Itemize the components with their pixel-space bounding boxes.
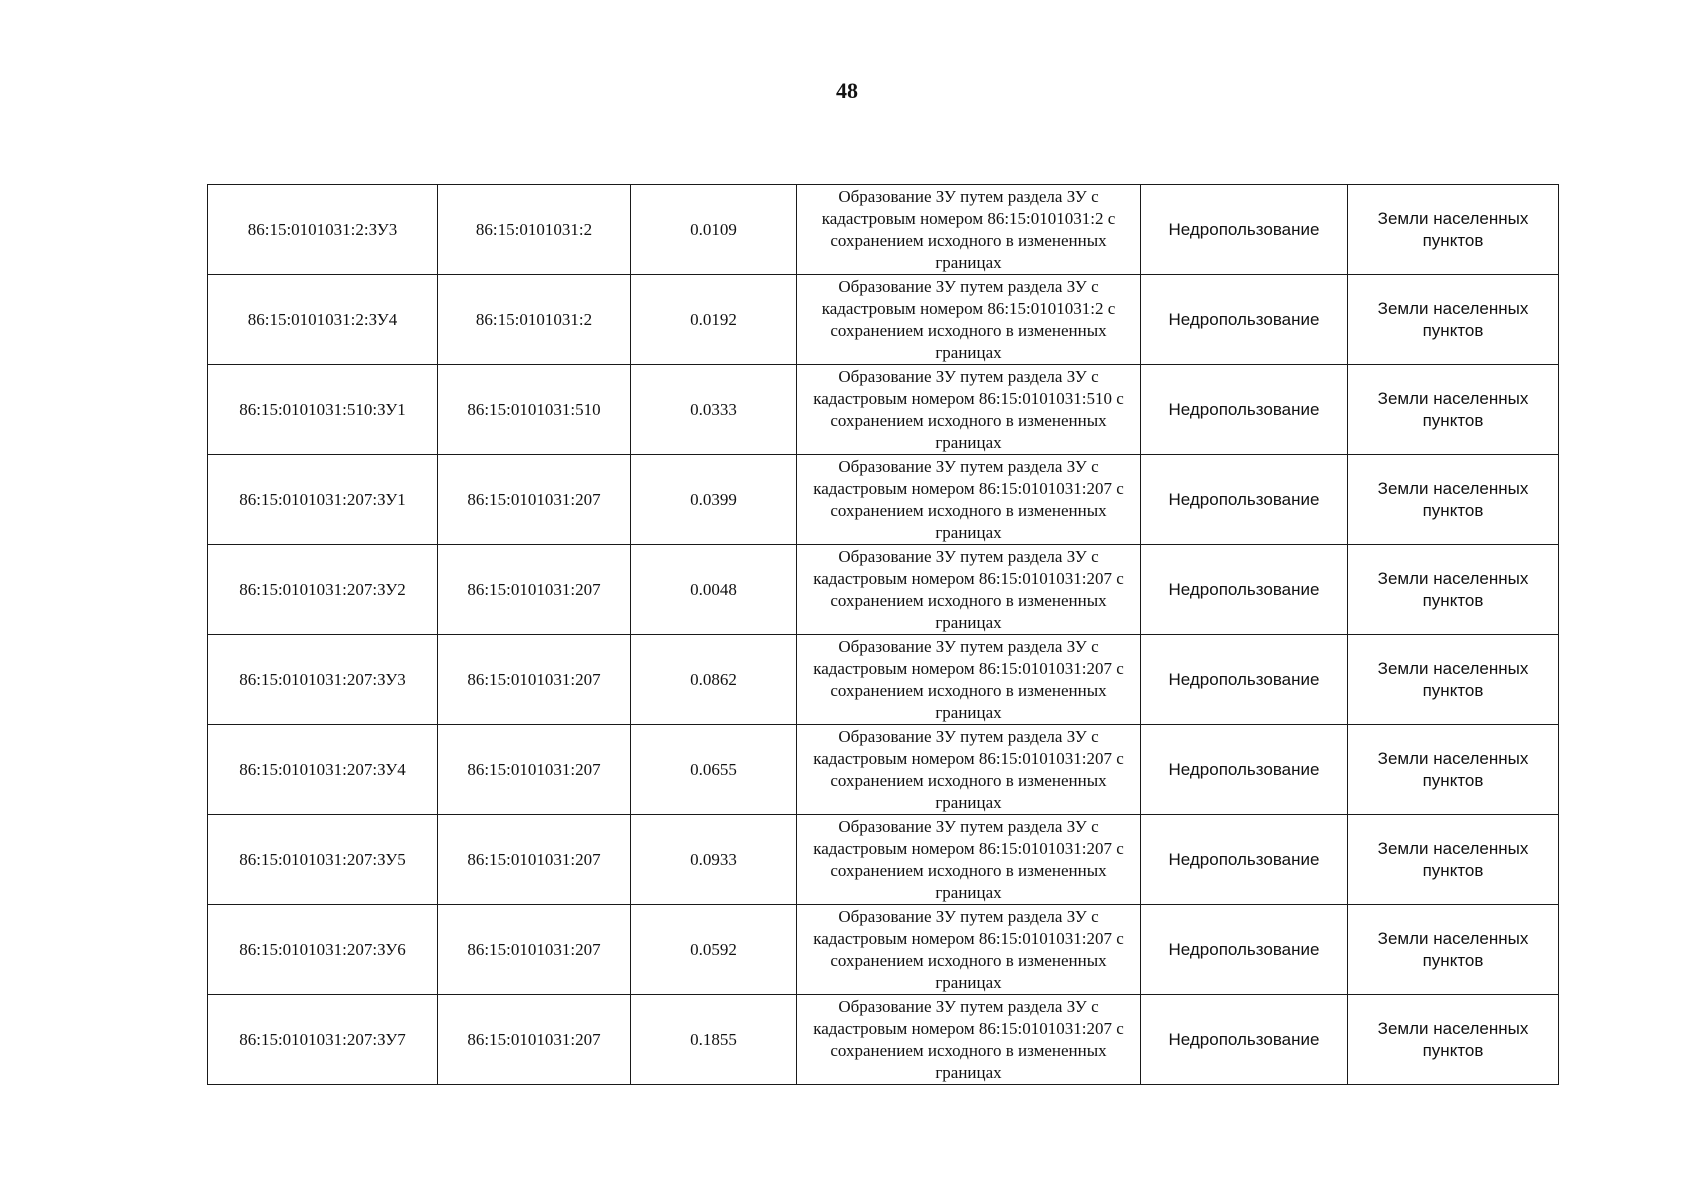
- area-cell: 0.0399: [631, 455, 797, 545]
- source-cadastral-number-cell: 86:15:0101031:2: [438, 185, 631, 275]
- source-cadastral-number-cell: 86:15:0101031:207: [438, 545, 631, 635]
- land-category-cell: Земли населенных пунктов: [1348, 635, 1559, 725]
- permitted-use-cell: Недропользование: [1141, 905, 1348, 995]
- source-cadastral-number-cell: 86:15:0101031:510: [438, 365, 631, 455]
- formation-method-cell: Образование ЗУ путем раздела ЗУ с кадастровым номером 86:15:0101031:2 с сохранением исходного в измененных границах: [797, 275, 1141, 365]
- area-cell: 0.0933: [631, 815, 797, 905]
- formation-method-cell: Образование ЗУ путем раздела ЗУ с кадастровым номером 86:15:0101031:207 с сохранением исходного в измененных границах: [797, 815, 1141, 905]
- source-cadastral-number-cell: 86:15:0101031:207: [438, 815, 631, 905]
- area-cell: 0.0333: [631, 365, 797, 455]
- area-cell: 0.0862: [631, 635, 797, 725]
- land-category-cell: Земли населенных пунктов: [1348, 545, 1559, 635]
- permitted-use-cell: Недропользование: [1141, 995, 1348, 1085]
- land-category-cell: Земли населенных пунктов: [1348, 725, 1559, 815]
- land-category-cell: Земли населенных пунктов: [1348, 455, 1559, 545]
- source-cadastral-number-cell: 86:15:0101031:207: [438, 725, 631, 815]
- new-plot-number-cell: 86:15:0101031:207:ЗУ2: [208, 545, 438, 635]
- table-row: [208, 545, 1559, 635]
- permitted-use-cell: Недропользование: [1141, 275, 1348, 365]
- permitted-use-cell: Недропользование: [1141, 815, 1348, 905]
- source-cadastral-number-cell: 86:15:0101031:207: [438, 905, 631, 995]
- formation-method-cell: Образование ЗУ путем раздела ЗУ с кадастровым номером 86:15:0101031:207 с сохранением исходного в измененных границах: [797, 725, 1141, 815]
- formation-method-cell: Образование ЗУ путем раздела ЗУ с кадастровым номером 86:15:0101031:207 с сохранением исходного в измененных границах: [797, 905, 1141, 995]
- source-cadastral-number-cell: 86:15:0101031:2: [438, 275, 631, 365]
- area-cell: 0.0192: [631, 275, 797, 365]
- formation-method-cell: Образование ЗУ путем раздела ЗУ с кадастровым номером 86:15:0101031:207 с сохранением исходного в измененных границах: [797, 545, 1141, 635]
- new-plot-number-cell: 86:15:0101031:207:ЗУ6: [208, 905, 438, 995]
- table-row: [208, 815, 1559, 905]
- source-cadastral-number-cell: 86:15:0101031:207: [438, 455, 631, 545]
- area-cell: 0.0655: [631, 725, 797, 815]
- table-row: [208, 455, 1559, 545]
- formation-method-cell: Образование ЗУ путем раздела ЗУ с кадастровым номером 86:15:0101031:510 с сохранением исходного в измененных границах: [797, 365, 1141, 455]
- area-cell: 0.0592: [631, 905, 797, 995]
- permitted-use-cell: Недропользование: [1141, 365, 1348, 455]
- land-category-cell: Земли населенных пунктов: [1348, 275, 1559, 365]
- formation-method-cell: Образование ЗУ путем раздела ЗУ с кадастровым номером 86:15:0101031:207 с сохранением исходного в измененных границах: [797, 455, 1141, 545]
- formation-method-cell: Образование ЗУ путем раздела ЗУ с кадастровым номером 86:15:0101031:2 с сохранением исходного в измененных границах: [797, 185, 1141, 275]
- new-plot-number-cell: 86:15:0101031:510:ЗУ1: [208, 365, 438, 455]
- table-row: [208, 635, 1559, 725]
- permitted-use-cell: Недропользование: [1141, 455, 1348, 545]
- table-row: [208, 995, 1559, 1085]
- new-plot-number-cell: 86:15:0101031:207:ЗУ5: [208, 815, 438, 905]
- permitted-use-cell: Недропользование: [1141, 185, 1348, 275]
- table-row: [208, 905, 1559, 995]
- new-plot-number-cell: 86:15:0101031:207:ЗУ4: [208, 725, 438, 815]
- page-number: 48: [836, 78, 858, 103]
- formation-method-cell: Образование ЗУ путем раздела ЗУ с кадастровым номером 86:15:0101031:207 с сохранением исходного в измененных границах: [797, 995, 1141, 1085]
- table-row: [208, 275, 1559, 365]
- table-row: [208, 185, 1559, 275]
- land-plots-table: [207, 184, 1559, 1085]
- permitted-use-cell: Недропользование: [1141, 545, 1348, 635]
- permitted-use-cell: Недропользование: [1141, 635, 1348, 725]
- land-category-cell: Земли населенных пунктов: [1348, 185, 1559, 275]
- area-cell: 0.1855: [631, 995, 797, 1085]
- new-plot-number-cell: 86:15:0101031:207:ЗУ3: [208, 635, 438, 725]
- land-category-cell: Земли населенных пунктов: [1348, 815, 1559, 905]
- land-category-cell: Земли населенных пунктов: [1348, 905, 1559, 995]
- new-plot-number-cell: 86:15:0101031:207:ЗУ1: [208, 455, 438, 545]
- table-row: [208, 725, 1559, 815]
- formation-method-cell: Образование ЗУ путем раздела ЗУ с кадастровым номером 86:15:0101031:207 с сохранением исходного в измененных границах: [797, 635, 1141, 725]
- area-cell: 0.0048: [631, 545, 797, 635]
- area-cell: 0.0109: [631, 185, 797, 275]
- land-category-cell: Земли населенных пунктов: [1348, 365, 1559, 455]
- new-plot-number-cell: 86:15:0101031:2:ЗУ3: [208, 185, 438, 275]
- permitted-use-cell: Недропользование: [1141, 725, 1348, 815]
- source-cadastral-number-cell: 86:15:0101031:207: [438, 635, 631, 725]
- source-cadastral-number-cell: 86:15:0101031:207: [438, 995, 631, 1085]
- new-plot-number-cell: 86:15:0101031:2:ЗУ4: [208, 275, 438, 365]
- table-row: [208, 365, 1559, 455]
- new-plot-number-cell: 86:15:0101031:207:ЗУ7: [208, 995, 438, 1085]
- land-category-cell: Земли населенных пунктов: [1348, 995, 1559, 1085]
